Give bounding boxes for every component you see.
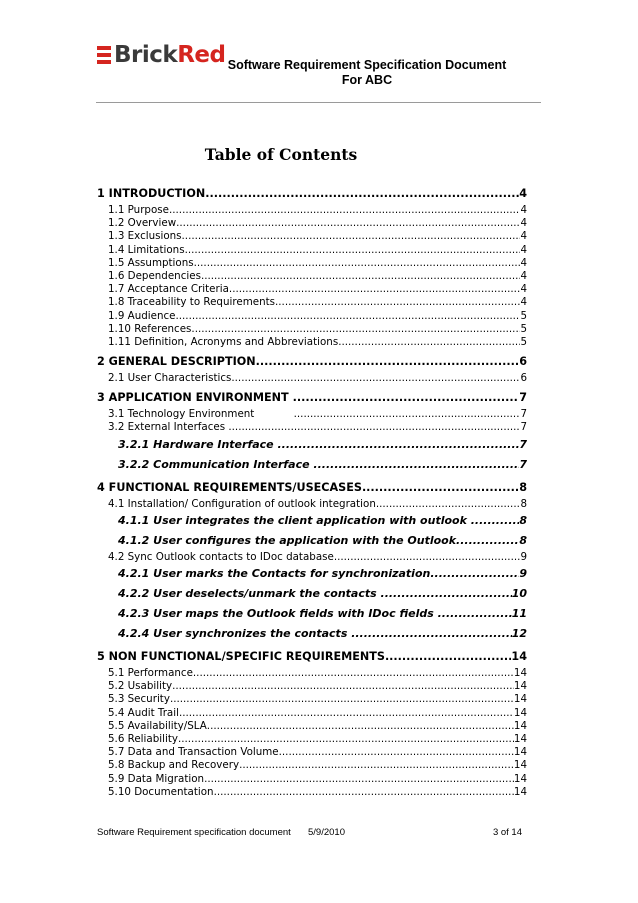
toc-dot-leader bbox=[185, 244, 521, 257]
toc-entry-page: 14 bbox=[513, 706, 527, 719]
toc-entry-level2[interactable] bbox=[97, 680, 527, 693]
toc-dot-leader bbox=[193, 667, 514, 680]
toc-entry-page: 9 bbox=[520, 550, 527, 563]
toc-dot-leader bbox=[175, 310, 520, 323]
toc-dot-leader bbox=[277, 435, 519, 455]
toc-entry-page: 14 bbox=[513, 772, 527, 785]
toc-entry-text: 1 INTRODUCTION bbox=[97, 187, 206, 200]
toc-entry-page: 14 bbox=[513, 719, 527, 732]
table-of-contents bbox=[97, 184, 527, 799]
toc-entry-text: 2 GENERAL DESCRIPTION bbox=[97, 355, 256, 369]
toc-entry-page: 7 bbox=[519, 457, 527, 471]
toc-entry-page: 4 bbox=[520, 217, 527, 230]
toc-entry-level2[interactable] bbox=[97, 498, 527, 511]
toc-dot-leader bbox=[205, 184, 519, 204]
toc-entry-text: 4.2.3 User maps the Outlook fields with IDoc fields bbox=[118, 607, 438, 620]
toc-dot-leader bbox=[169, 204, 520, 217]
toc-dot-leader bbox=[338, 336, 520, 349]
toc-dot-leader bbox=[201, 270, 521, 283]
toc-heading: Table of Contents bbox=[204, 145, 358, 164]
toc-entry-level2[interactable] bbox=[97, 270, 527, 283]
toc-entry-level2[interactable] bbox=[97, 667, 527, 680]
toc-entry-level2[interactable] bbox=[97, 759, 527, 772]
toc-dot-leader bbox=[381, 584, 512, 604]
toc-entry-text: 1.8 Traceability to Requirements bbox=[108, 296, 275, 309]
toc-entry-level1[interactable] bbox=[97, 647, 527, 667]
toc-entry-page: 8 bbox=[519, 533, 527, 547]
toc-dot-leader bbox=[228, 421, 520, 434]
toc-dot-leader bbox=[239, 759, 514, 772]
toc-entry-text: 1.5 Assumptions bbox=[108, 256, 194, 269]
toc-dot-leader bbox=[229, 283, 521, 296]
toc-dot-leader bbox=[194, 257, 521, 270]
toc-entry-text: 5.6 Reliability bbox=[108, 732, 178, 745]
toc-entry-text: 5.3 Security bbox=[108, 693, 170, 706]
toc-dot-leader bbox=[313, 455, 519, 475]
toc-entry-level2[interactable] bbox=[97, 733, 527, 746]
toc-dot-leader bbox=[179, 707, 514, 720]
toc-entry-page: 9 bbox=[519, 567, 527, 580]
toc-entry-level3[interactable] bbox=[97, 564, 527, 584]
toc-entry-level1[interactable] bbox=[97, 388, 527, 408]
toc-entry-level2[interactable] bbox=[97, 257, 527, 270]
toc-dot-leader bbox=[176, 217, 520, 230]
toc-dot-leader bbox=[471, 511, 520, 531]
toc-entry-text: 4.1 Installation/ Configuration of outlook integration bbox=[108, 497, 376, 510]
toc-entry-text: 1.2 Overview bbox=[108, 217, 177, 230]
toc-dot-leader bbox=[170, 693, 514, 706]
toc-entry-level2[interactable] bbox=[97, 720, 527, 733]
toc-entry-text: 1.3 Exclusions bbox=[108, 230, 182, 243]
toc-entry-text: 1.4 Limitations bbox=[108, 243, 185, 256]
toc-entry-text: 5.7 Data and Transaction Volume bbox=[108, 746, 279, 759]
toc-entry-page: 6 bbox=[520, 372, 527, 385]
toc-entry-page: 5 bbox=[520, 335, 527, 348]
toc-entry-text: 3.1 Technology Environment bbox=[108, 408, 294, 421]
logo-text-brick: Brick bbox=[114, 42, 178, 68]
toc-entry-page: 14 bbox=[513, 746, 527, 759]
toc-entry-text: 1.9 Audience bbox=[108, 309, 176, 322]
toc-entry-level2[interactable] bbox=[97, 786, 527, 799]
toc-entry-page: 4 bbox=[520, 283, 527, 296]
toc-entry-level2[interactable] bbox=[97, 372, 527, 385]
toc-entry-level3[interactable] bbox=[97, 584, 527, 604]
logo-mark-icon bbox=[97, 46, 111, 64]
toc-entry-level3[interactable] bbox=[97, 604, 527, 624]
toc-entry-level2[interactable] bbox=[97, 408, 527, 421]
toc-entry-page: 4 bbox=[520, 243, 527, 256]
toc-entry-level2[interactable] bbox=[97, 551, 527, 564]
toc-entry-page: 7 bbox=[520, 421, 527, 434]
brickred-logo bbox=[97, 42, 225, 68]
toc-entry-text: 5.1 Performance bbox=[108, 667, 193, 679]
toc-entry-text: 4.2.2 User deselects/unmark the contacts bbox=[118, 587, 381, 600]
toc-entry-page: 8 bbox=[519, 513, 527, 527]
toc-entry-text: 5.2 Usability bbox=[108, 680, 173, 693]
toc-entry-text: 3.2.2 Communication Interface bbox=[118, 457, 314, 471]
toc-dot-leader bbox=[438, 604, 512, 624]
toc-entry-page: 7 bbox=[519, 391, 527, 405]
toc-entry-text: 5.9 Data Migration bbox=[108, 772, 205, 785]
toc-dot-leader bbox=[294, 408, 521, 421]
toc-entry-text: 5 NON FUNCTIONAL/SPECIFIC REQUIREMENTS bbox=[97, 650, 385, 663]
toc-dot-leader bbox=[456, 531, 519, 551]
toc-entry-level2[interactable] bbox=[97, 773, 527, 786]
toc-entry-page: 5 bbox=[520, 322, 527, 335]
toc-entry-level2[interactable] bbox=[97, 693, 527, 706]
toc-entry-text: 3 APPLICATION ENVIRONMENT bbox=[97, 391, 293, 405]
toc-entry-level3[interactable] bbox=[97, 455, 527, 475]
toc-entry-page: 4 bbox=[520, 269, 527, 282]
toc-entry-text: 5.5 Availability/SLA bbox=[108, 719, 207, 732]
toc-entry-page: 14 bbox=[513, 785, 527, 798]
footer-page-number: 3 of 14 bbox=[492, 827, 522, 838]
toc-entry-text: 3.2.1 Hardware Interface bbox=[118, 437, 278, 451]
header-divider bbox=[96, 102, 541, 103]
toc-entry-page: 14 bbox=[511, 650, 527, 663]
document-title-line1: Software Requirement Specification Document bbox=[227, 58, 507, 72]
toc-entry-level2[interactable] bbox=[97, 244, 527, 257]
toc-entry-level2[interactable] bbox=[97, 296, 527, 309]
toc-dot-leader bbox=[172, 680, 514, 693]
toc-dot-leader bbox=[385, 647, 511, 667]
toc-entry-text: 5.8 Backup and Recovery bbox=[108, 759, 240, 772]
toc-entry-level3[interactable] bbox=[97, 531, 527, 551]
toc-dot-leader bbox=[275, 296, 520, 309]
toc-dot-leader bbox=[279, 746, 514, 759]
toc-entry-page: 14 bbox=[513, 667, 527, 679]
toc-dot-leader bbox=[204, 773, 514, 786]
toc-entry-text: 5.10 Documentation bbox=[108, 785, 214, 798]
toc-entry-page: 4 bbox=[520, 230, 527, 243]
toc-entry-page: 7 bbox=[520, 408, 527, 421]
footer-document-name: Software Requirement specification document bbox=[97, 827, 291, 838]
toc-dot-leader bbox=[207, 720, 514, 733]
toc-entry-page: 14 bbox=[513, 732, 527, 745]
toc-dot-leader bbox=[191, 323, 520, 336]
toc-entry-text: 4 FUNCTIONAL REQUIREMENTS/USECASES bbox=[97, 480, 362, 494]
toc-dot-leader bbox=[256, 352, 520, 372]
toc-entry-text: 5.4 Audit Trail bbox=[108, 706, 179, 719]
footer-date: 5/9/2010 bbox=[308, 827, 345, 838]
toc-dot-leader bbox=[231, 372, 520, 385]
toc-entry-page: 8 bbox=[520, 497, 527, 510]
toc-entry-page: 4 bbox=[520, 296, 527, 309]
toc-entry-text: 3.2 External Interfaces bbox=[108, 421, 229, 434]
toc-entry-text: 1.1 Purpose bbox=[108, 204, 169, 216]
toc-entry-text: 4.1.2 User configures the application with the Outlook bbox=[118, 533, 457, 547]
toc-entry-text: 1.11 Definition, Acronyms and Abbreviations bbox=[108, 335, 339, 348]
toc-entry-level3[interactable] bbox=[97, 511, 527, 531]
toc-entry-page: 12 bbox=[511, 627, 527, 640]
toc-entry-level3[interactable] bbox=[97, 435, 527, 455]
toc-dot-leader bbox=[376, 498, 521, 511]
logo-text-red: Red bbox=[177, 42, 226, 68]
toc-entry-level2[interactable] bbox=[97, 707, 527, 720]
toc-entry-page: 8 bbox=[519, 480, 527, 494]
page-footer bbox=[97, 826, 522, 840]
toc-entry-text: 4.2.4 User synchronizes the contacts bbox=[118, 627, 352, 640]
toc-entry-page: 4 bbox=[520, 204, 527, 216]
document-title-line2: For ABC bbox=[341, 73, 393, 87]
toc-dot-leader bbox=[178, 733, 514, 746]
toc-entry-level1[interactable] bbox=[97, 184, 527, 204]
toc-entry-page: 4 bbox=[519, 187, 527, 200]
toc-dot-leader bbox=[334, 551, 521, 564]
toc-dot-leader bbox=[430, 564, 519, 584]
toc-entry-level2[interactable] bbox=[97, 746, 527, 759]
toc-entry-level2[interactable] bbox=[97, 283, 527, 296]
toc-dot-leader bbox=[362, 478, 519, 498]
toc-entry-text: 2.1 User Characteristics bbox=[108, 372, 232, 385]
toc-entry-level1[interactable] bbox=[97, 352, 527, 372]
toc-entry-level2[interactable] bbox=[97, 336, 527, 349]
toc-entry-level2[interactable] bbox=[97, 204, 527, 217]
toc-entry-level2[interactable] bbox=[97, 217, 527, 230]
toc-entry-page: 5 bbox=[520, 309, 527, 322]
toc-dot-leader bbox=[214, 786, 514, 799]
toc-entry-level2[interactable] bbox=[97, 310, 527, 323]
toc-entry-level2[interactable] bbox=[97, 230, 527, 243]
toc-entry-text: 1.6 Dependencies bbox=[108, 269, 201, 282]
toc-entry-page: 7 bbox=[519, 437, 527, 451]
toc-entry-level2[interactable] bbox=[97, 421, 527, 434]
toc-entry-level3[interactable] bbox=[97, 624, 527, 644]
toc-entry-page: 4 bbox=[520, 256, 527, 269]
toc-entry-page: 6 bbox=[519, 355, 527, 369]
toc-entry-text: 1.7 Acceptance Criteria bbox=[108, 283, 229, 296]
toc-entry-page: 11 bbox=[511, 607, 527, 620]
toc-dot-leader bbox=[351, 624, 511, 644]
page-header bbox=[97, 40, 542, 90]
document-title bbox=[217, 58, 517, 88]
toc-entry-text: 4.2.1 User marks the Contacts for synchronization bbox=[118, 567, 431, 580]
toc-entry-page: 14 bbox=[513, 680, 527, 693]
toc-entry-page: 10 bbox=[511, 587, 527, 600]
toc-entry-page: 14 bbox=[513, 693, 527, 706]
toc-entry-level2[interactable] bbox=[97, 323, 527, 336]
toc-entry-page: 14 bbox=[513, 759, 527, 772]
toc-dot-leader bbox=[293, 388, 520, 408]
toc-entry-text: 4.1.1 User integrates the client application with outlook bbox=[118, 513, 471, 527]
toc-dot-leader bbox=[182, 230, 521, 243]
toc-entry-text: 4.2 Sync Outlook contacts to IDoc database bbox=[108, 550, 334, 563]
toc-entry-level1[interactable] bbox=[97, 478, 527, 498]
toc-entry-text: 1.10 References bbox=[108, 322, 192, 335]
